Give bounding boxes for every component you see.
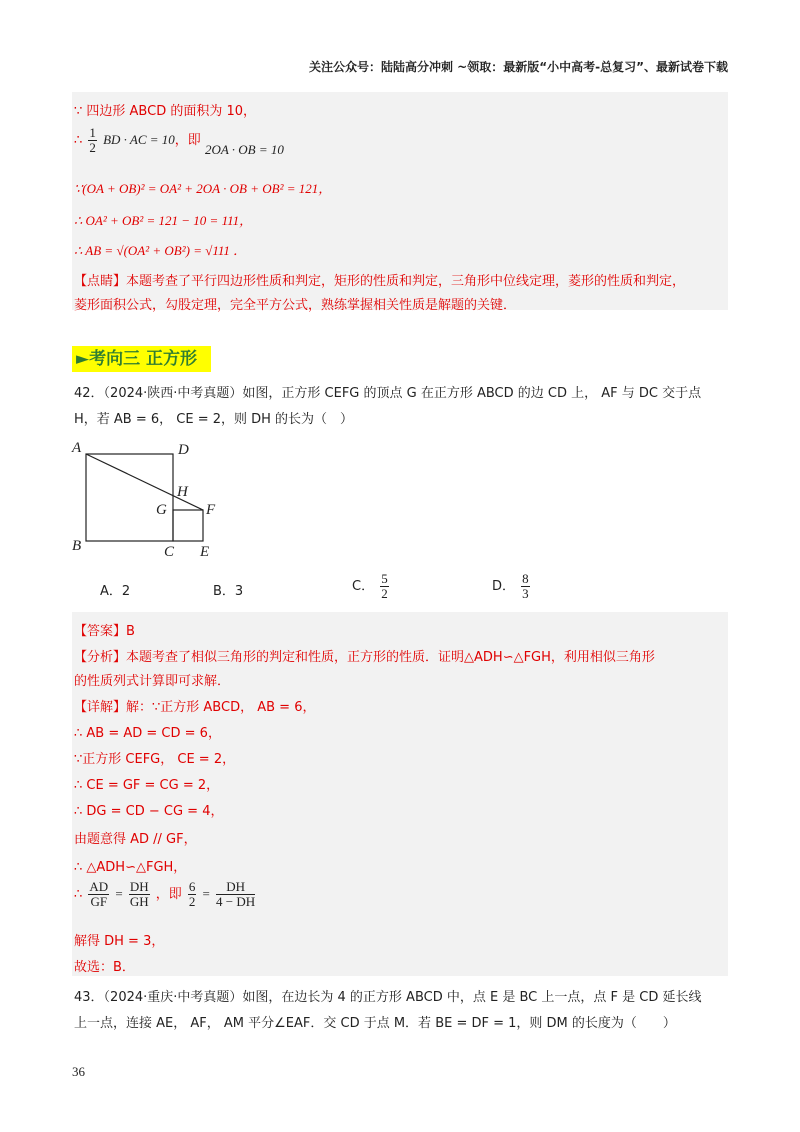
label-c: C <box>164 544 175 560</box>
detail-line-7: ∴ △ADH∽△FGH， <box>74 860 187 875</box>
detail-line-9: 解得 DH = 3， <box>74 934 165 949</box>
label-g: G <box>156 502 167 518</box>
answer-tag: 【答案】 <box>74 624 127 639</box>
option-b[interactable]: B．3 <box>213 584 244 599</box>
label-d: D <box>178 442 189 458</box>
ratio-6-2: $\frac{6}{2}$ <box>188 879 196 909</box>
label-b: B <box>72 538 82 554</box>
detail-tag: 【详解】 <box>74 700 127 715</box>
detail-line-5: ∴ DG = CD − CG = 4， <box>74 804 224 819</box>
option-d[interactable] <box>492 572 532 601</box>
equals-2: = <box>202 886 210 901</box>
analysis-text-1: 本题考查了相似三角形的判定和性质，正方形的性质．证明△ADH∽△FGH，利用相似三角形 <box>126 650 655 665</box>
therefore-symbol-2: ∴ <box>74 887 83 902</box>
label-e: E <box>200 544 210 560</box>
option-a[interactable]: A．2 <box>100 584 131 599</box>
analysis-line-1 <box>74 646 655 665</box>
equals-1: = <box>115 886 123 901</box>
answer-value: B <box>126 624 135 639</box>
option-c-fraction: $\frac{5}{2}$ <box>381 571 388 601</box>
option-c-label: C． <box>352 579 375 594</box>
answer-line <box>74 620 135 639</box>
b1-mid: ，即 <box>174 133 201 148</box>
section-title: ►考向三 正方形 <box>72 346 211 372</box>
note-text-1: 本题考查了平行四边形性质和判定，矩形的性质和判定，三角形中位线定理，菱形的性质和判定， <box>126 274 686 289</box>
detail-line-8 <box>74 880 257 909</box>
q42-line-1: 42．（2024·陕西·中考真题）如图，正方形 CEFG 的顶点 G 在正方形 ABCD 的边 CD 上， AF 与 DC 交于点 <box>74 386 702 401</box>
b1-expr: BD · AC = 10 <box>103 132 175 147</box>
detail-line-6: 由题意得 AD // GF， <box>74 832 197 847</box>
detail-line-3: ∵正方形 CEFG， CE = 2， <box>74 752 236 767</box>
ratio-dh-gh: $\frac{DH}{GH}$ <box>129 879 149 909</box>
analysis-tag: 【分析】 <box>74 650 127 665</box>
b1-line-5: ∴ AB = √(OA² + OB²) = √111 ． <box>74 243 247 258</box>
q43-line-1: 43．（2024·重庆·中考真题）如图，在边长为 4 的正方形 ABCD 中，点 E 是 BC 上一点，点 F 是 CD 延长线 <box>74 990 702 1005</box>
option-c[interactable] <box>352 572 391 601</box>
segment-af <box>86 454 203 510</box>
page-number: 36 <box>72 1064 85 1079</box>
ratio-ad-gf: $\frac{AD}{GF}$ <box>89 879 109 909</box>
label-a: A <box>72 440 82 456</box>
detail-line-1 <box>74 696 315 715</box>
therefore-symbol: ∴ <box>74 133 83 148</box>
detail-mid: ，即 <box>155 887 182 902</box>
ratio-dh-4-dh: $\frac{DH}{4 - DH}$ <box>216 879 256 909</box>
square-cefg <box>173 510 203 541</box>
detail-line-10: 故选：B． <box>74 960 135 975</box>
option-d-fraction: $\frac{8}{3}$ <box>522 571 529 601</box>
half-fraction: $\frac{1}{2}$ <box>89 125 96 155</box>
b1-line-3: ∵(OA + OB)² = OA² + 2OA · OB + OB² = 121， <box>74 181 332 196</box>
b1-line-4: ∴ OA² + OB² = 121 − 10 = 111， <box>74 213 253 228</box>
q42-line-2: H，若 AB = 6， CE = 2，则 DH 的长为（ ） <box>74 412 354 427</box>
option-d-label: D． <box>492 579 516 594</box>
square-abcd <box>86 454 173 541</box>
b1-line-1: ∵ 四边形 ABCD 的面积为 10， <box>74 104 257 119</box>
label-f: F <box>206 502 216 518</box>
detail-text-1: 解：∵正方形 ABCD， AB = 6， <box>126 700 316 715</box>
solution-block-2 <box>72 612 728 976</box>
b1-expr2: 2OA · OB = 10 <box>204 142 284 157</box>
analysis-line-2: 的性质列式计算即可求解． <box>74 674 231 689</box>
page-header: 关注公众号：陆陆高分冲刺 ~领取：最新版“小中高考-总复习”、最新试卷下载 <box>309 60 728 74</box>
label-h: H <box>177 484 188 500</box>
q43-line-2: 上一点，连接 AE， AF， AM 平分∠EAF．交 CD 于点 M．若 BE = DF = 1，则 DM 的长度为（ ） <box>74 1016 676 1031</box>
q42-figure <box>66 436 226 566</box>
note-tag: 【点睛】 <box>74 274 127 289</box>
detail-line-2: ∴ AB = AD = CD = 6， <box>74 726 221 741</box>
b1-note-2: 菱形面积公式，勾股定理，完全平方公式，熟练掌握相关性质是解题的关键． <box>74 298 517 313</box>
b1-line-2 <box>74 126 284 155</box>
detail-line-4: ∴ CE = GF = CG = 2， <box>74 778 220 793</box>
b1-note-1 <box>74 270 685 289</box>
